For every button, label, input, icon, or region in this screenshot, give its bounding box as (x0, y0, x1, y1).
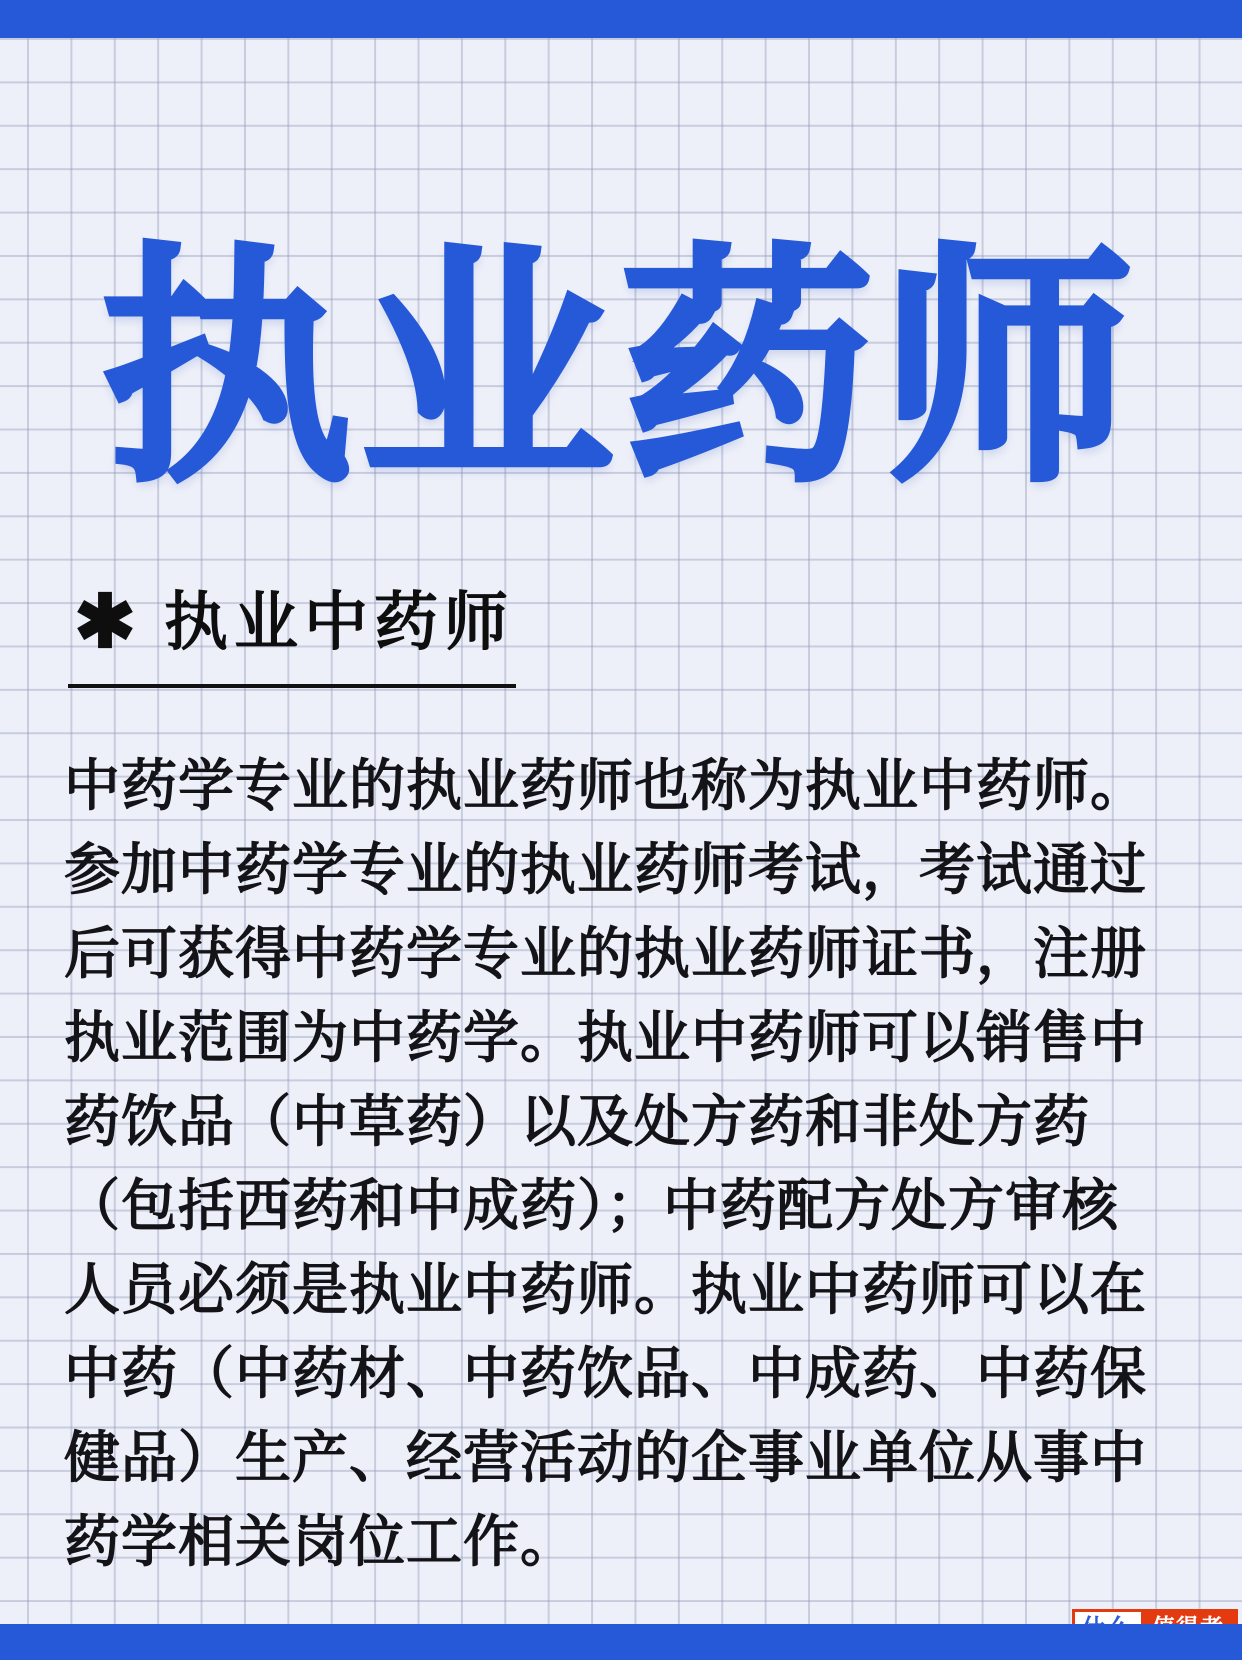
body-line: 中药（中药材、中药饮品、中成药、中药保 (64, 1342, 1147, 1405)
subtitle-label: 执业中药师 (164, 586, 515, 658)
subtitle-underline (68, 684, 516, 688)
body-line: （包括西药和中成药）；中药配方处方审核 (64, 1174, 1119, 1237)
body-line: 药学相关岗位工作。 (64, 1510, 577, 1573)
body-line: 人员必须是执业中药师。执业中药师可以在 (64, 1258, 1147, 1321)
main-title: 执业药师 (100, 229, 1141, 510)
body-paragraph (64, 744, 1204, 1584)
body-line: 中药学专业的执业药师也称为执业中药师。 (64, 754, 1147, 817)
subtitle (74, 576, 514, 668)
body-line: 后可获得中药学专业的执业药师证书，注册 (64, 922, 1147, 985)
body-line: 药饮品（中草药）以及处方药和非处方药 (64, 1090, 1090, 1153)
body-line: 参加中药学专业的执业药师考试，考试通过 (64, 838, 1147, 901)
body-line: 执业范围为中药学。执业中药师可以销售中 (64, 1006, 1147, 1069)
asterisk-icon: ✱ (74, 580, 137, 663)
top-bar (0, 0, 1242, 38)
body-line: 健品）生产、经营活动的企事业单位从事中 (64, 1426, 1147, 1489)
bottom-bar (0, 1624, 1242, 1660)
